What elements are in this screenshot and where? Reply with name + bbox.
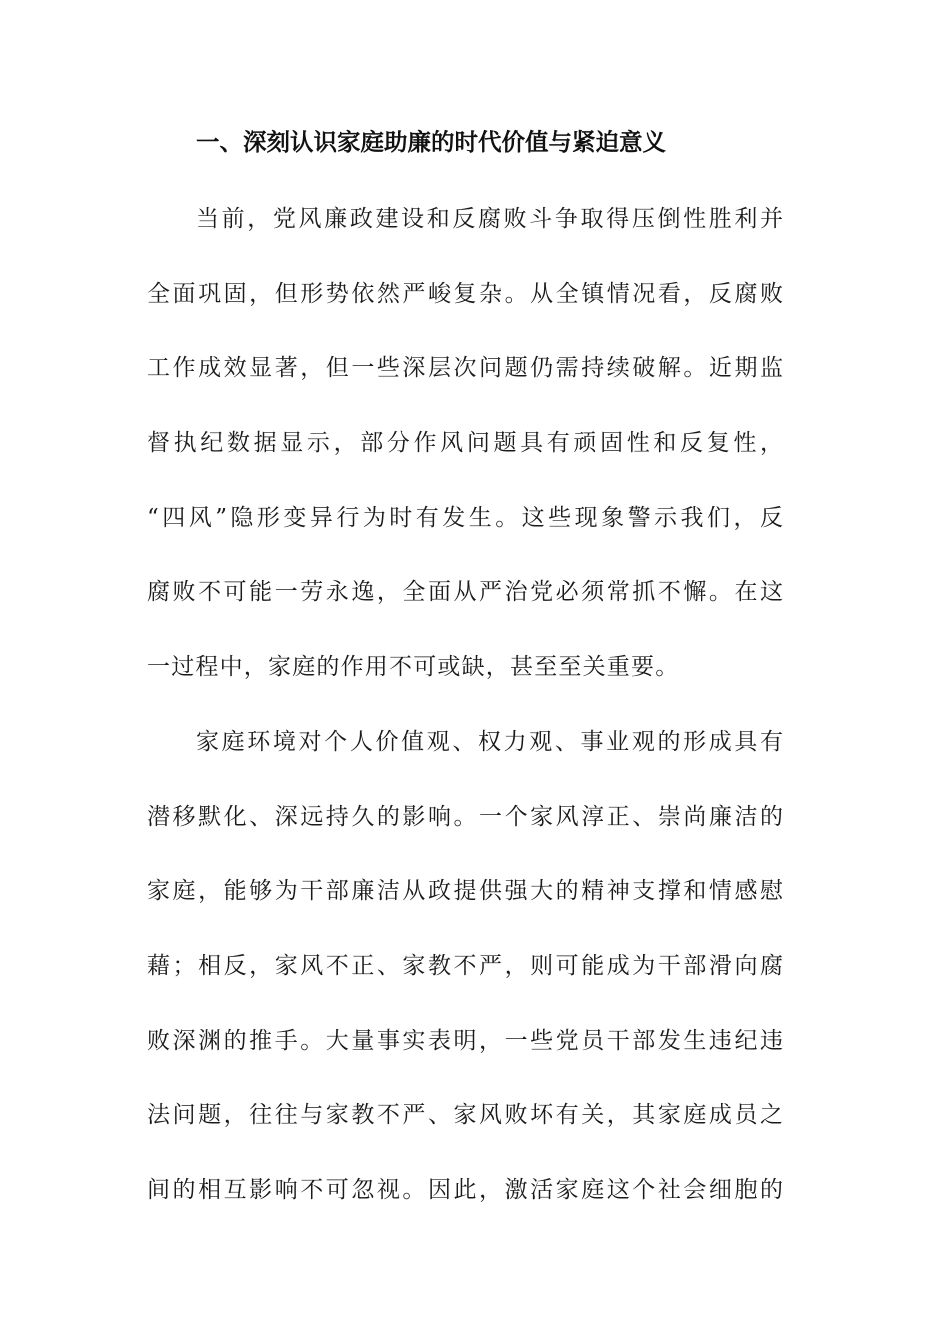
paragraph-line: 藉；相反，家风不正、家教不严，则可能成为干部滑向腐	[147, 953, 783, 979]
paragraph-line: 全面巩固，但形势依然严峻复杂。从全镇情况看，反腐败	[147, 281, 783, 307]
paragraph-line: 法问题，往往与家教不严、家风败坏有关，其家庭成员之	[147, 1102, 783, 1128]
section-heading: 一、深刻认识家庭助廉的时代价值与紧迫意义	[196, 128, 666, 156]
paragraph-line: 家庭，能够为干部廉洁从政提供强大的精神支撑和情感慰	[147, 878, 783, 904]
paragraph-line: 间的相互影响不可忽视。因此，激活家庭这个社会细胞的	[147, 1177, 783, 1203]
paragraph-line: 潜移默化、深远持久的影响。一个家风淳正、崇尚廉洁的	[147, 804, 783, 830]
paragraph-line: 当前，党风廉政建设和反腐败斗争取得压倒性胜利并	[196, 206, 783, 232]
paragraph-line: 督执纪数据显示，部分作风问题具有顽固性和反复性，	[147, 430, 783, 456]
paragraph-line: 家庭环境对个人价值观、权力观、事业观的形成具有	[196, 729, 783, 755]
paragraph-line: 腐败不可能一劳永逸，全面从严治党必须常抓不懈。在这	[147, 579, 783, 605]
paragraph-line: 败深渊的推手。大量事实表明，一些党员干部发生违纪违	[147, 1028, 783, 1054]
paragraph-line: 一过程中，家庭的作用不可或缺，甚至至关重要。	[147, 654, 680, 680]
paragraph-line: 工作成效显著，但一些深层次问题仍需持续破解。近期监	[147, 355, 783, 381]
paragraph-line: “四风”隐形变异行为时有发生。这些现象警示我们，反	[147, 505, 783, 531]
